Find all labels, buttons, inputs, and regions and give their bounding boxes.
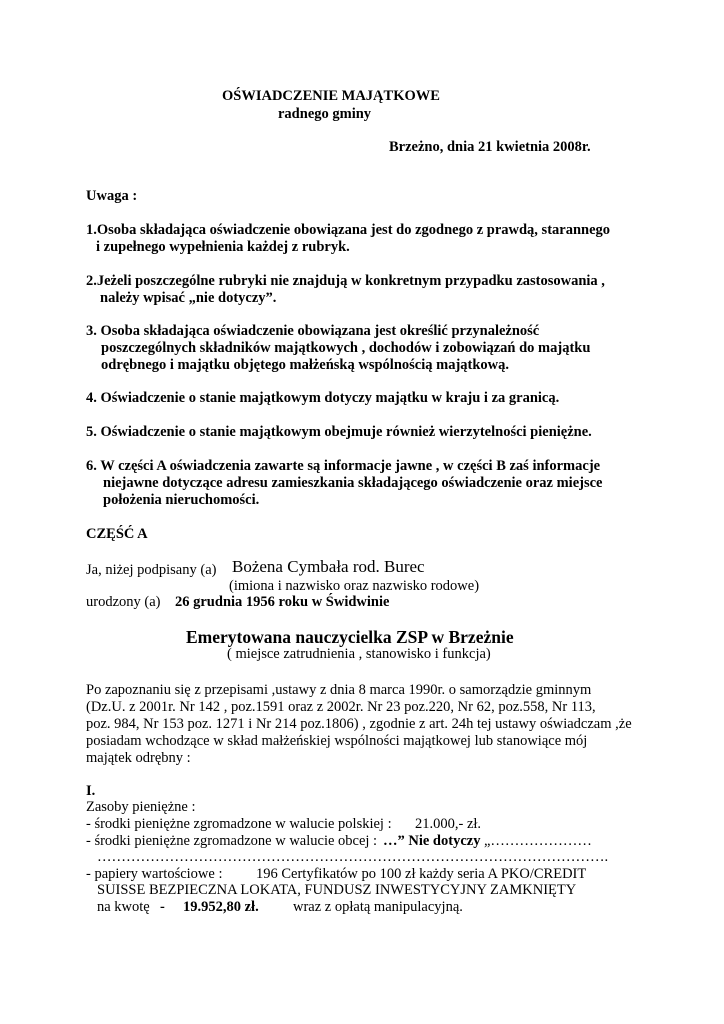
securities-amount: 19.952,80 zł. — [183, 899, 259, 915]
notice-line: 4. Oświadczenie o stanie majątkowym dotyczy majątku w kraju i za granicą. — [86, 390, 560, 406]
section-number: I. — [86, 783, 96, 799]
notice-line: 6. W części A oświadczenia zawarte są informacje jawne , w części B zaś informacje — [86, 458, 601, 474]
notice-heading: Uwaga : — [86, 188, 138, 204]
securities-amount-prefix: na kwotę — [97, 899, 150, 915]
securities-dash: - — [160, 899, 165, 915]
dots-line: ……………………………………………………………………………………………. — [97, 849, 609, 865]
notice-line: odrębnego i majątku objętego małżeńską wspólnością majątkową. — [101, 357, 510, 373]
section-heading: Zasoby pieniężne : — [86, 799, 196, 815]
notice-line: niejawne dotyczące adresu zamieszkania składającego oświadczenie oraz miejsce — [103, 475, 603, 491]
statement-line: Po zapoznaniu się z przepisami ,ustawy z dnia 8 marca 1990r. o samorządzie gminnym — [86, 682, 592, 698]
notice-line: i zupełnego wypełnienia każdej z rubryk. — [96, 239, 350, 255]
statement-line: poz. 984, Nr 153 poz. 1271 i Nr 214 poz.1806) , zgodnie z art. 24h tej ustawy oświadczam ,że — [86, 716, 632, 732]
statement-line: (Dz.U. z 2001r. Nr 142 , poz.1591 oraz z 2002r. Nr 23 poz.220, Nr 62, poz.558, Nr 113, — [86, 699, 596, 715]
securities-label: - papiery wartościowe : — [86, 866, 223, 882]
securities-line2: SUISSE BEZPIECZNA LOKATA, FUNDUSZ INWESTYCYJNY ZAMKNIĘTY — [97, 882, 577, 898]
document-title: OŚWIADCZENIE MAJĄTKOWE — [222, 88, 440, 104]
notice-line: należy wpisać „nie dotyczy”. — [100, 290, 277, 306]
notice-line: 3. Osoba składająca oświadczenie obowiązana jest określić przynależność — [86, 323, 540, 339]
signed-label: Ja, niżej podpisany (a) — [86, 562, 217, 578]
part-a-heading: CZĘŚĆ A — [86, 526, 148, 542]
pln-value: 21.000,- zł. — [415, 816, 482, 832]
pln-label: - środki pieniężne zgromadzone w walucie polskiej : — [86, 816, 392, 832]
securities-amount-suffix: wraz z opłatą manipulacyjną. — [293, 899, 463, 915]
born-label: urodzony (a) — [86, 594, 161, 610]
notice-line: 2.Jeżeli poszczególne rubryki nie znajdują w konkretnym przypadku zastosowania , — [86, 273, 605, 289]
name-hint: (imiona i nazwisko oraz nazwisko rodowe) — [229, 578, 480, 594]
place-date: Brzeżno, dnia 21 kwietnia 2008r. — [389, 139, 591, 155]
signed-name: Bożena Cymbała rod. Burec — [232, 557, 425, 576]
foreign-dots: „………………… — [484, 833, 592, 849]
statement-line: posiadam wchodzące w skład małżeńskiej wspólności majątkowej lub stanowiące mój — [86, 733, 588, 749]
document-subtitle: radnego gminy — [278, 106, 372, 122]
notice-line: 1.Osoba składająca oświadczenie obowiązana jest do zgodnego z prawdą, starannego — [86, 222, 611, 238]
notice-line: poszczególnych składników majątkowych , dochodów i zobowiązań do majątku — [101, 340, 591, 356]
notice-line: 5. Oświadczenie o stanie majątkowym obejmuje również wierzytelności pieniężne. — [86, 424, 592, 440]
foreign-label: - środki pieniężne zgromadzone w walucie obcej : — [86, 833, 378, 849]
securities-value: 196 Certyfikatów po 100 zł każdy seria A PKO/CREDIT — [256, 866, 587, 882]
foreign-value: …” Nie dotyczy — [383, 833, 481, 849]
notice-line: położenia nieruchomości. — [103, 492, 260, 508]
employment: Emerytowana nauczycielka ZSP w Brzeżnie — [186, 627, 514, 647]
statement-line: majątek odrębny : — [86, 750, 191, 766]
employment-hint: ( miejsce zatrudnienia , stanowisko i funkcja) — [227, 646, 491, 662]
born-value: 26 grudnia 1956 roku w Świdwinie — [175, 594, 390, 610]
